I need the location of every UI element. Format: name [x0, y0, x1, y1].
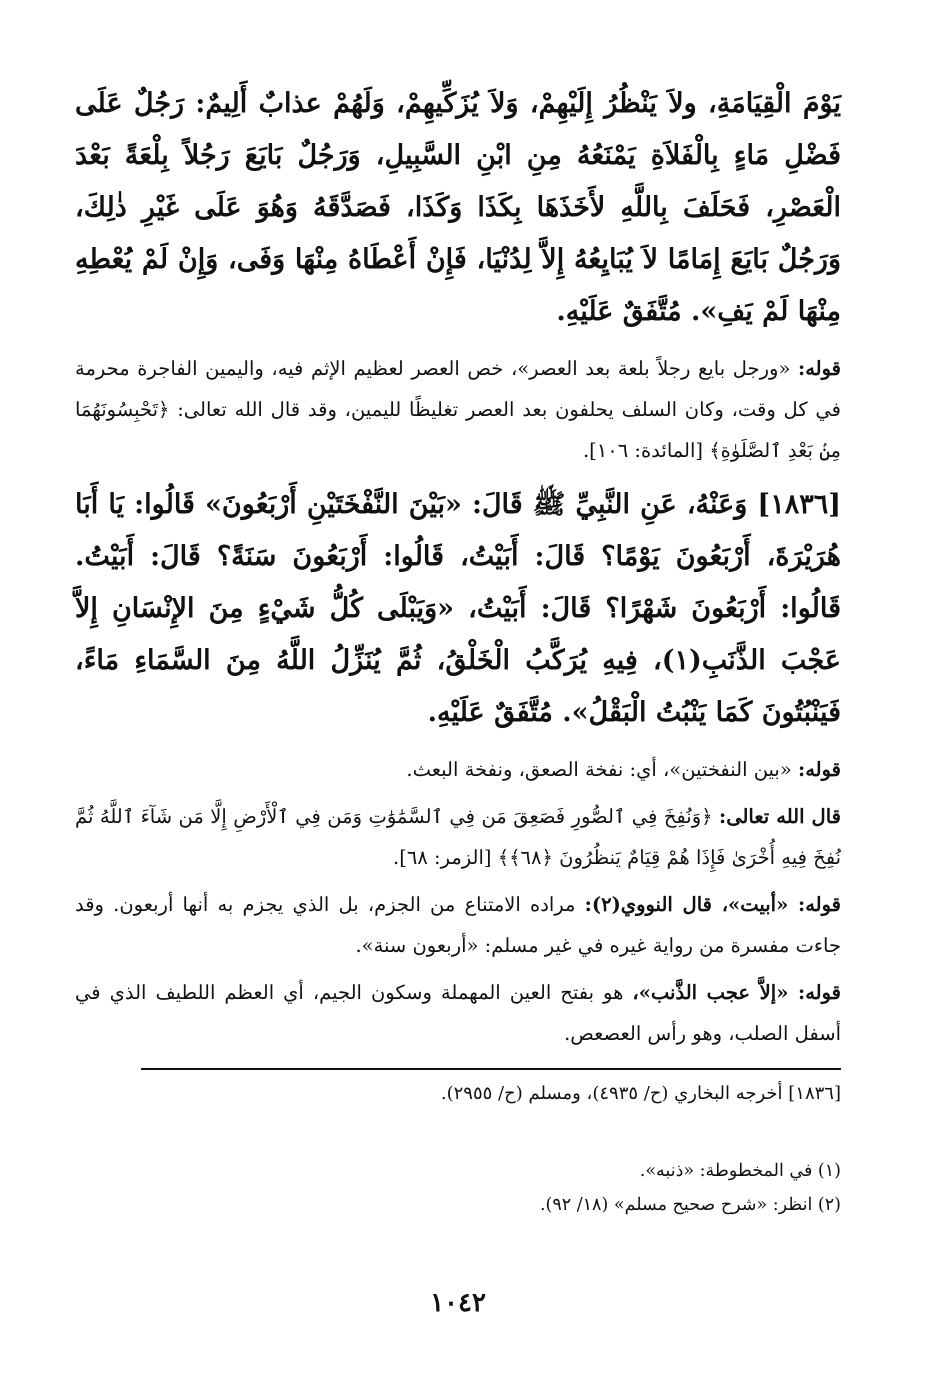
commentary-4-lead: قوله: «أبيت»، قال النووي(٢): — [584, 893, 841, 916]
book-page — [75, 78, 841, 1368]
hadith-1836: [١٨٣٦] وَعَنْهُ، عَنِ النَّبِيِّ ﷺ قَالَ: «بَيْنَ النَّفْخَتَيْنِ أَرْبَعُونَ» قَالُوا: يَا أَبَا هُرَيْرَةَ، أَرْبَعُونَ يَوْمًا؟ قَالَ: أَبَيْتُ، قَالُوا: أَرْبَعُونَ سَنَةً؟ قَالَ: أَبَيْتُ. قَالُوا: أَرْبَعُونَ شَهْرًا؟ قَالَ: أَبَيْتُ، «وَيَبْلَى كُلُّ شَيْءٍ مِنَ الإِنْسَانِ إِلاَّ عَجْبَ الذَّنَبِ(١)، فِيهِ يُرَكَّبُ الْخَلْقُ، ثُمَّ يُنَزِّلُ اللَّهُ مِنَ السَّمَاءِ مَاءً، فَيَنْبُتُونَ كَمَا يَنْبُتُ الْبَقْلُ». مُتَّفَقٌ عَلَيْهِ. — [75, 489, 841, 728]
commentary-3 — [75, 796, 841, 878]
commentary-5-lead: قوله: «إلاَّ عجب الذَّنب»، — [632, 981, 841, 1004]
commentary-1-text: «ورجل بايع رجلاً بلعة بعد العصر»، خص العصر لعظيم الإثم فيه، واليمين الفاجرة محرمة في كل وقت، وكان السلف يحلفون بعد العصر تغليظًا لليمين، وقد قال الله تعالى: ﴿تَحْبِسُونَهُمَا مِنۢ بَعْدِ ٱلصَّلَوٰةِ﴾ [المائدة: ١٠٦]. — [75, 357, 841, 462]
source-note: [١٨٣٦] أخرجه البخاري (ح/ ٤٩٣٥)، ومسلم (ح/ ٢٩٥٥). — [141, 1068, 841, 1112]
commentary-1 — [75, 348, 841, 471]
commentary-2-text: «بين النفختين»، أي: نفخة الصعق، ونفخة البعث. — [406, 758, 798, 781]
commentary-5 — [75, 972, 841, 1054]
hadith-1-tail: يَوْمَ الْقِيَامَةِ، ولاَ يَنْظُرُ إِلَيْهِمْ، وَلاَ يُزَكِّيهِمْ، وَلَهُمْ عذابٌ أَلِيمٌ: رَجُلٌ عَلَى فَضْلِ مَاءٍ بِالْفَلاَةِ يَمْنَعُهُ مِنِ ابْنِ السَّبِيلِ، وَرَجُلٌ بَايَعَ رَجُلاً بِلْعَةً بَعْدَ الْعَصْرِ، فَحَلَفَ بِاللَّهِ لأَخَذَهَا بِكَذَا وَكَذَا، فَصَدَّقَهُ وَهُوَ عَلَى غَيْرِ ذٰلِكَ، وَرَجُلٌ بَايَعَ إِمَامًا لاَ يُبَايِعُهُ إِلاَّ لِدُنْيَا، فَإِنْ أَعْطَاهُ مِنْهَا وَفَى، وَإِنْ لَمْ يُعْطِهِ مِنْهَا لَمْ يَفِ». مُتَّفَقٌ عَلَيْهِ. — [75, 88, 841, 327]
footnote-1: (١) في المخطوطة: «ذنبه». — [639, 1161, 841, 1181]
commentary-2 — [75, 749, 841, 790]
commentary-3-lead: قال الله تعالى: — [719, 805, 841, 828]
commentary-4-text: مراده الامتناع من الجزم، بل الذي يجزم به أنها أربعون. وقد جاءت مفسرة من رواية غيره في غير مسلم: «أربعون سنة». — [75, 893, 841, 957]
commentary-2-lead: قوله: — [798, 758, 841, 781]
footnotes — [75, 1154, 841, 1222]
commentary-1-lead: قوله: — [798, 357, 841, 380]
commentary-4 — [75, 884, 841, 966]
page-number: ١٠٤٢ — [430, 1288, 486, 1318]
commentary-5-text: هو بفتح العين المهملة وسكون الجيم، أي العظم اللطيف الذي في أسفل الصلب، وهو رأس العصعص. — [75, 981, 841, 1045]
commentary-3-text: ﴿وَنُفِخَ فِي ٱلصُّورِ فَصَعِقَ مَن فِي ٱلسَّمَٰوَٰتِ وَمَن فِي ٱلْأَرْضِ إِلَّا مَن شَآءَ ٱللَّهُ ثُمَّ نُفِخَ فِيهِ أُخْرَىٰ فَإِذَا هُمْ قِيَامٌ يَنظُرُونَ ﴿٦٨﴾﴾ [الزمر: ٦٨]. — [75, 805, 841, 869]
footnote-2: (٢) انظر: «شرح صحيح مسلم» (١٨/ ٩٢). — [539, 1195, 841, 1215]
